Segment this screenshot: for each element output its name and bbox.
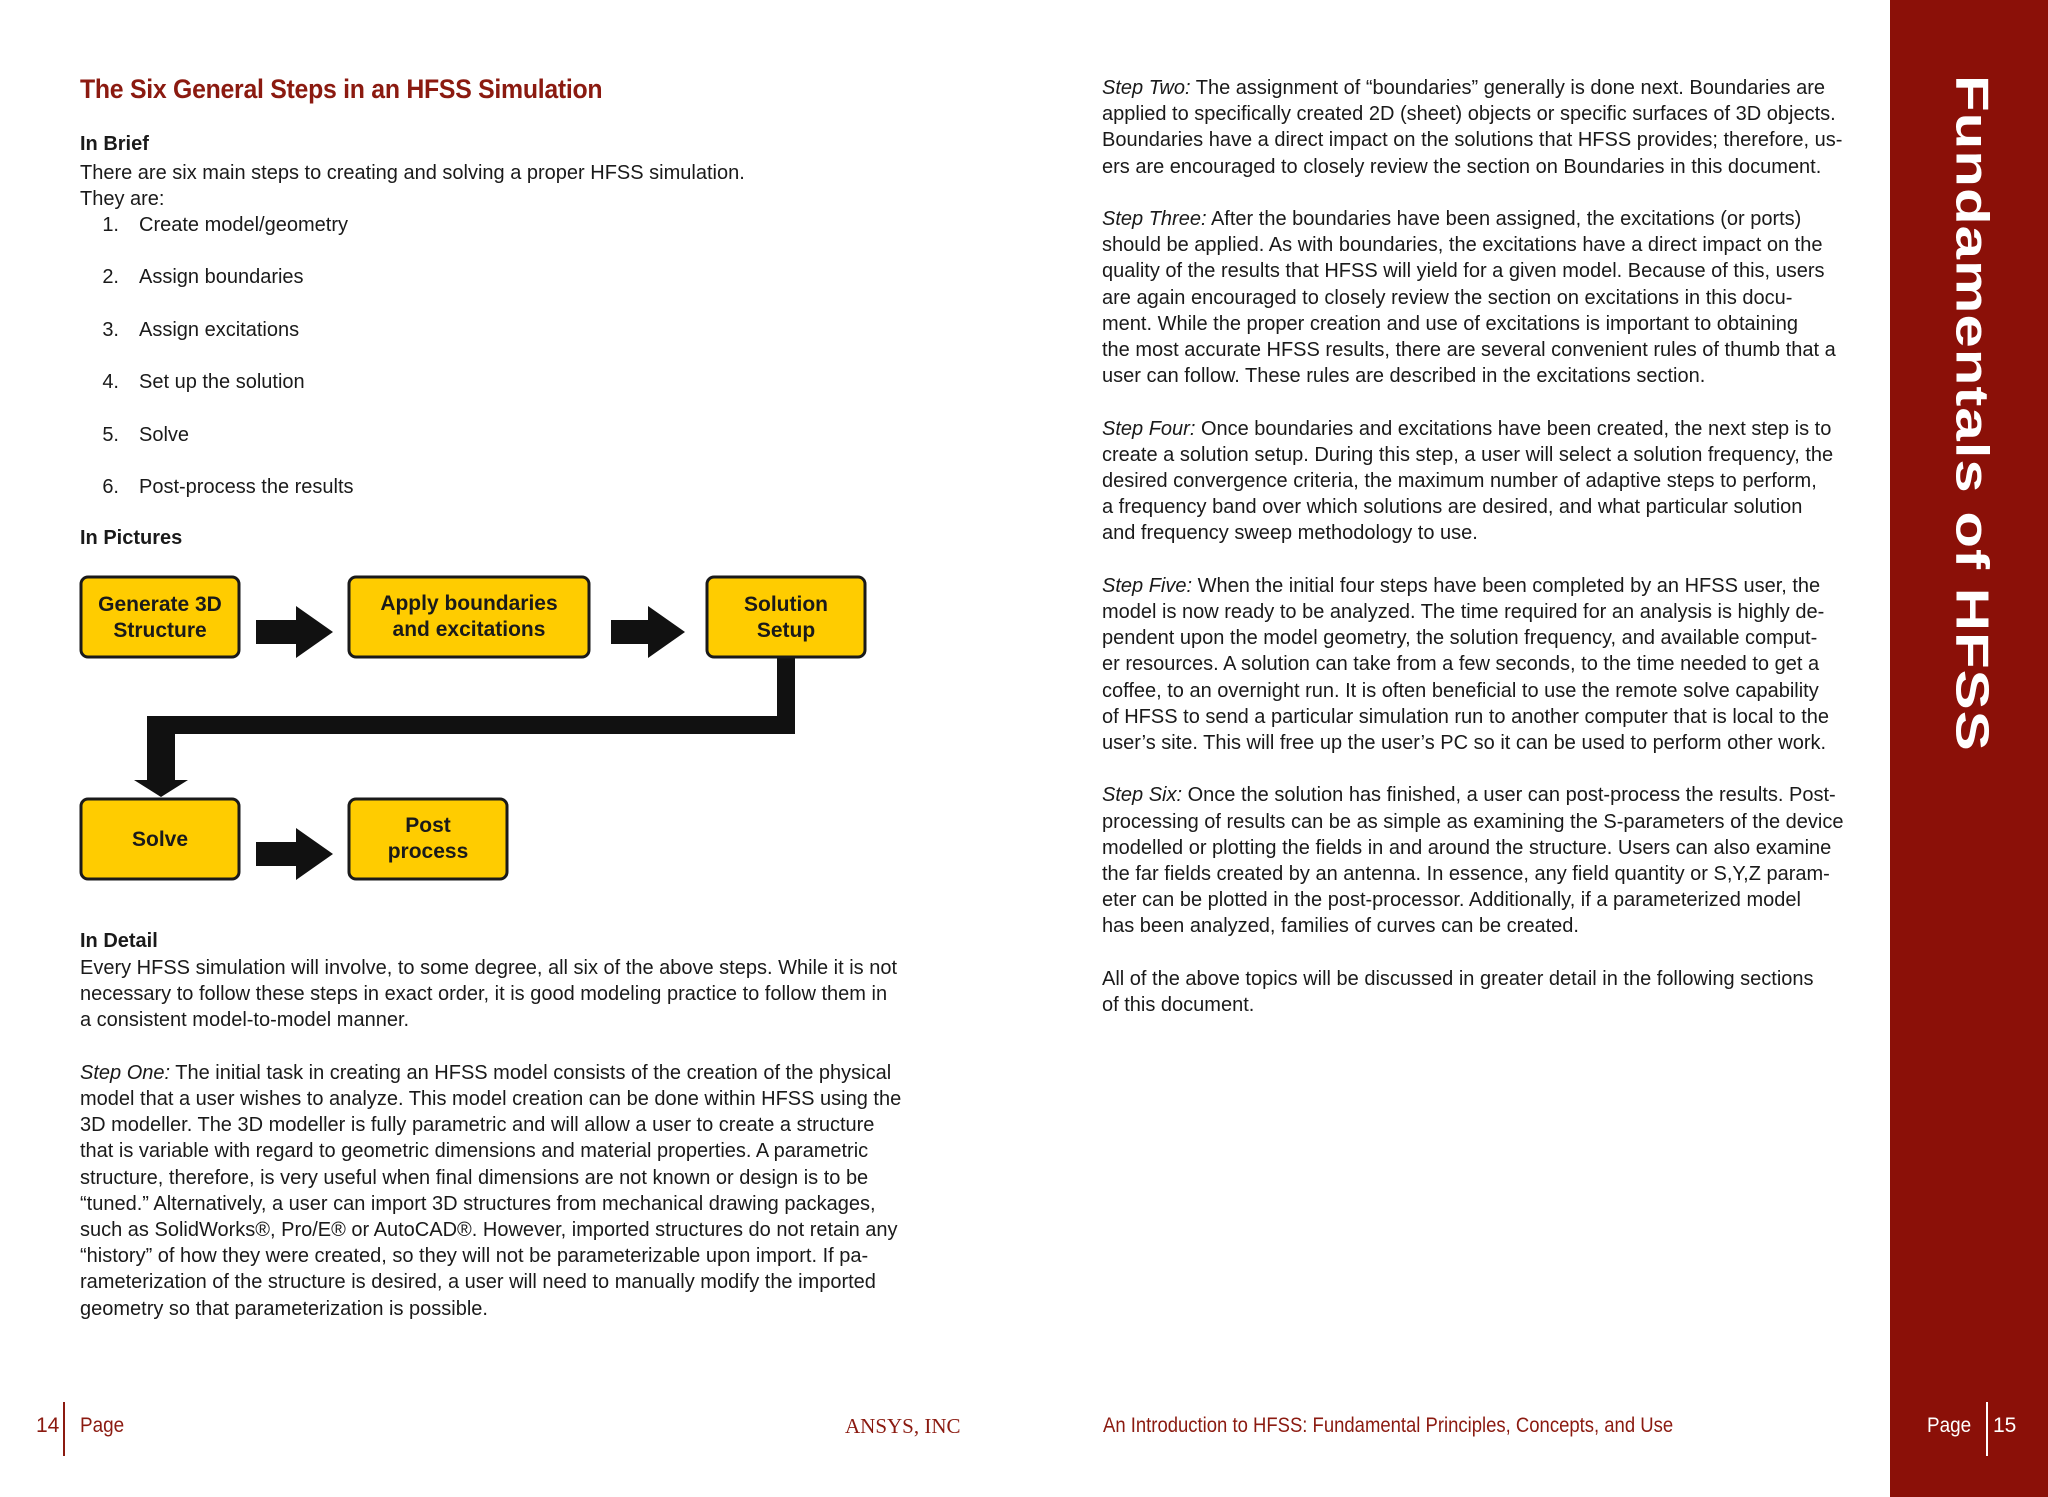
text-line: of HFSS to send a particular simulation run to another computer that is local to the: [1102, 705, 1830, 728]
text-line: er resources. A solution can take from a few seconds, to the time needed to get a: [1102, 653, 1820, 676]
text-line: a consistent model-to-model manner.: [80, 1009, 410, 1032]
step-number: 2.: [102, 266, 119, 289]
text-span: Once the solution has finished, a user can post-process the results. Post-: [1182, 784, 1836, 807]
sidebar-title: Fundamentals of HFSS: [1946, 75, 1999, 752]
flow-arrow: [256, 828, 333, 880]
right-column: [1102, 75, 1880, 1044]
text-span: The assignment of “boundaries” generally is done next. Boundaries are: [1190, 77, 1826, 99]
text-line: quality of the results that HFSS will yield for a given model. Because of this, users: [1102, 260, 1825, 283]
steps-list: [80, 212, 354, 526]
text-line: user’s site. This will free up the user’s PC so it can be used to perform other work.: [1102, 732, 1827, 755]
section-title: The Six General Steps in an HFSS Simulation: [80, 74, 603, 104]
flow-arrow: [611, 606, 685, 658]
text-line: and frequency sweep methodology to use.: [1102, 522, 1478, 545]
text-line: desired convergence criteria, the maximum number of adaptive steps to perform,: [1102, 470, 1817, 493]
step-label: Set up the solution: [139, 371, 305, 394]
right-page-label: Page: [1927, 1414, 1972, 1437]
in-brief-heading: In Brief: [80, 133, 149, 155]
text-line: [1102, 573, 1880, 599]
step-number: 6.: [102, 475, 119, 498]
generate-3d-structure-box: [81, 577, 239, 657]
box-label: Structure: [113, 619, 207, 642]
step-label: Step One:: [80, 1061, 171, 1084]
text-line: [1102, 416, 1880, 442]
box-label: Apply boundaries: [380, 592, 558, 615]
solution-setup-box: [707, 577, 865, 657]
step-label: Create model/geometry: [139, 214, 348, 236]
step-label: Step Six:: [1102, 784, 1183, 807]
in-detail-heading: In Detail: [80, 930, 158, 952]
footer-company: ANSYS, INC: [845, 1414, 961, 1438]
box-label: Solve: [131, 828, 189, 851]
box-label: process: [387, 840, 469, 863]
paragraph: [80, 955, 960, 1034]
text-line: are again encouraged to closely review the section on excitations in this docu-: [1102, 286, 1793, 309]
text-line: model is now ready to be analyzed. The time required for an analysis is highly de-: [1102, 601, 1825, 624]
box-label: Generate 3D: [98, 593, 222, 616]
apply-boundaries-box: [349, 577, 589, 657]
text-line: [1102, 206, 1880, 232]
step-label: Assign excitations: [139, 318, 300, 341]
box-label: Solution: [744, 593, 828, 616]
closing-paragraph: [1102, 966, 1880, 1018]
text-line: Every HFSS simulation will involve, to some degree, all six of the above steps. While it is not: [80, 957, 898, 979]
box-label: Setup: [756, 619, 816, 642]
text-line: processing of results can be as simple as examining the S-parameters of the device: [1102, 810, 1844, 833]
step-three-paragraph: [1102, 206, 1880, 389]
footer-divider: [63, 1402, 65, 1456]
text-line: create a solution setup. During this step, a user will select a solution frequency, the: [1102, 443, 1834, 466]
step-six-paragraph: [1102, 782, 1880, 939]
text-line: the far fields created by an antenna. In essence, any field quantity or S,Y,Z param-: [1102, 863, 1830, 886]
list-item: [80, 474, 354, 526]
step-number: 5.: [102, 423, 119, 446]
step-number: 1.: [102, 214, 119, 236]
solve-box: [81, 799, 239, 879]
text-line: a frequency band over which solutions are desired, and what particular solution: [1102, 496, 1803, 519]
text-line: that is variable with regard to geometric dimensions and material properties. A parametric: [80, 1140, 869, 1163]
list-item: [80, 369, 354, 421]
text-span: The initial task in creating an HFSS model consists of the creation of the physical: [170, 1061, 892, 1084]
text-line: ers are encouraged to closely review the section on Boundaries in this document.: [1102, 155, 1822, 178]
text-line: pendent upon the model geometry, the solution frequency, and available comput-: [1102, 627, 1818, 650]
list-item: [80, 212, 354, 264]
step-label: Solve: [139, 423, 190, 446]
list-item: [80, 264, 354, 316]
text-line: “tuned.” Alternatively, a user can import 3D structures from mechanical drawing packages,: [80, 1192, 876, 1215]
text-line: model that a user wishes to analyze. This model creation can be done within HFSS using the: [80, 1088, 902, 1110]
step-one-paragraph: [80, 1060, 960, 1322]
text-line: All of the above topics will be discussed in greater detail in the following sections: [1102, 967, 1814, 990]
step-label: Step Three:: [1102, 208, 1207, 230]
step-label: Step Four:: [1102, 417, 1196, 440]
footer-doc-title: An Introduction to HFSS: Fundamental Principles, Concepts, and Use: [1103, 1414, 1674, 1437]
text-line: necessary to follow these steps in exact order, it is good modeling practice to follow them in: [80, 983, 888, 1006]
text-line: modelled or plotting the fields in and around the structure. Users can also examine: [1102, 836, 1832, 859]
list-item: [80, 317, 354, 369]
in-detail-text: [80, 955, 960, 1348]
text-line: geometry so that parameterization is possible.: [80, 1297, 488, 1320]
step-two-paragraph: [1102, 75, 1880, 180]
text-line: structure, therefore, is very useful when final dimensions are not known or design is to be: [80, 1166, 869, 1189]
step-four-paragraph: [1102, 416, 1880, 547]
flowchart-diagram: [76, 570, 876, 885]
text-line: coffee, to an overnight run. It is often beneficial to use the remote solve capability: [1102, 679, 1819, 702]
text-line: should be applied. As with boundaries, the excitations have a direct impact on the: [1102, 234, 1823, 257]
in-brief-line: They are:: [80, 188, 165, 211]
in-brief-line: There are six main steps to creating and solving a proper HFSS simulation.: [80, 162, 745, 184]
post-process-box: [349, 799, 507, 879]
list-item: [80, 422, 354, 474]
text-line: such as SolidWorks®, Pro/E® or AutoCAD®. However, imported structures do not retain any: [80, 1219, 898, 1242]
in-pictures-heading: In Pictures: [80, 527, 183, 549]
text-line: [1102, 75, 1880, 101]
step-five-paragraph: [1102, 573, 1880, 756]
text-line: ment. While the proper creation and use of excitations is important to obtaining: [1102, 312, 1798, 335]
right-page-number: 15: [1993, 1414, 2017, 1437]
text-line: of this document.: [1102, 994, 1255, 1017]
text-line: the most accurate HFSS results, there are several convenient rules of thumb that a: [1102, 339, 1836, 362]
text-line: has been analyzed, families of curves can be created.: [1102, 915, 1579, 938]
box-label: Post: [405, 814, 451, 837]
text-span: When the initial four steps have been completed by an HFSS user, the: [1192, 574, 1821, 597]
left-page-label: Page: [80, 1414, 125, 1437]
step-label: Assign boundaries: [139, 266, 304, 289]
footer-divider: [1986, 1402, 1988, 1456]
text-line: applied to specifically created 2D (sheet) objects or specific surfaces of 3D objects.: [1102, 103, 1836, 126]
text-line: [80, 1060, 960, 1086]
text-line: user can follow. These rules are described in the excitations section.: [1102, 365, 1706, 388]
left-page-number: 14: [36, 1414, 60, 1437]
box-label: and excitations: [392, 618, 546, 641]
step-label: Step Two:: [1102, 77, 1191, 99]
text-span: After the boundaries have been assigned, the excitations (or ports): [1206, 208, 1802, 230]
in-brief-text: [80, 160, 960, 212]
flow-arrow: [256, 606, 333, 658]
text-line: 3D modeller. The 3D modeller is fully parametric and will allow a user to create a structure: [80, 1114, 875, 1137]
text-span: Once boundaries and excitations have been created, the next step is to: [1195, 417, 1832, 440]
flow-connector: [134, 657, 795, 797]
step-number: 4.: [102, 371, 119, 394]
text-line: [1102, 782, 1880, 808]
step-label: Post-process the results: [139, 475, 354, 498]
step-label: Step Five:: [1102, 574, 1193, 597]
text-line: rameterization of the structure is desired, a user will need to manually modify the imported: [80, 1271, 876, 1294]
text-line: “history” of how they were created, so they will not be parameterizable upon import. If pa-: [80, 1245, 869, 1268]
text-line: eter can be plotted in the post-processor. Additionally, if a parameterized model: [1102, 889, 1801, 912]
text-line: Boundaries have a direct impact on the solutions that HFSS provides; therefore, us-: [1102, 129, 1843, 152]
step-number: 3.: [102, 318, 119, 341]
